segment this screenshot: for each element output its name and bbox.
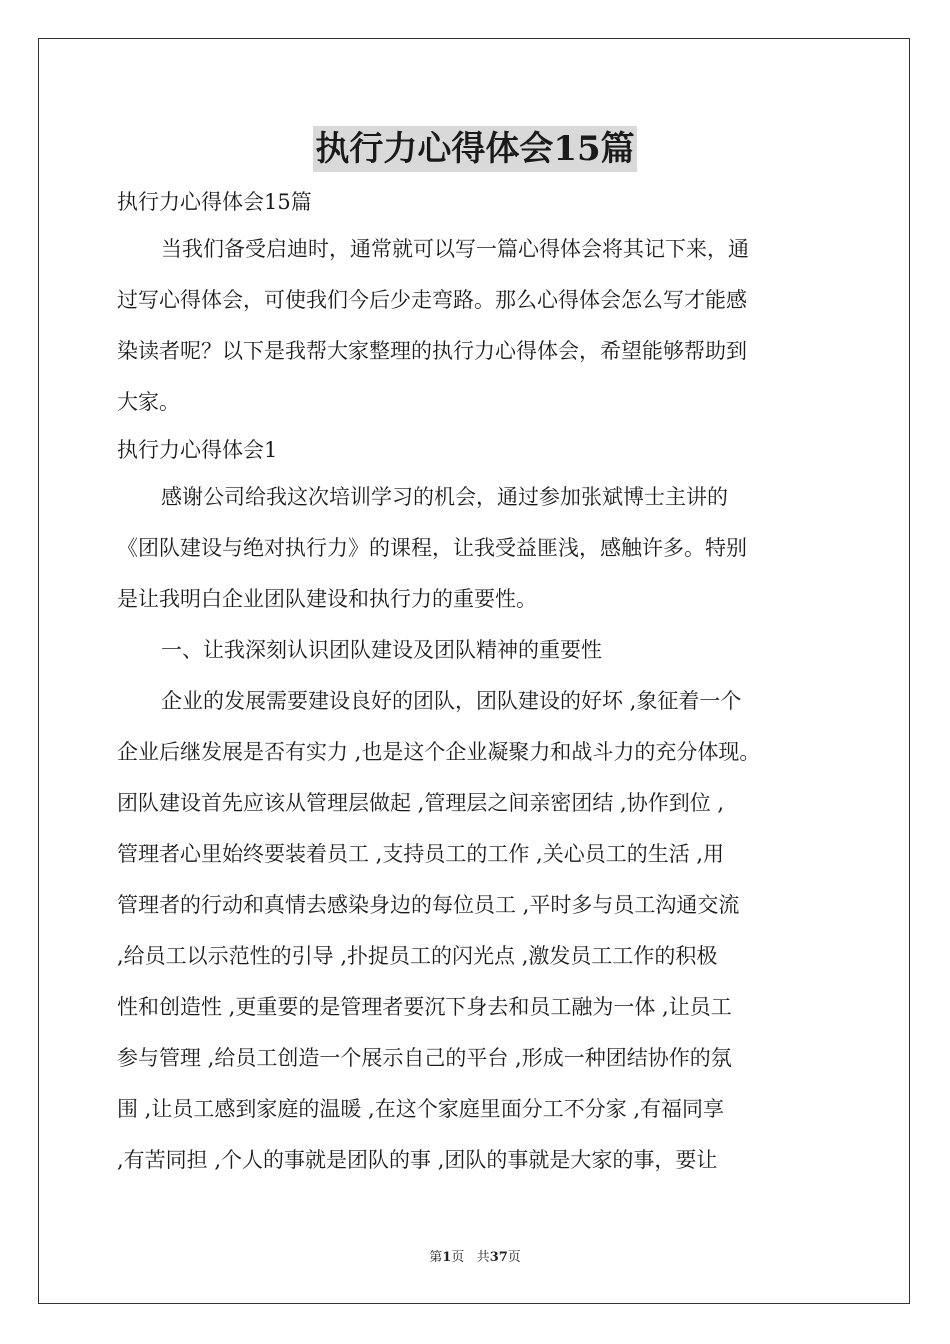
document-title: 执行力心得体会15篇 <box>313 126 636 172</box>
page-footer <box>0 1246 950 1265</box>
text-line: 企业后继发展是否有实力 ,也是这个企业凝聚力和战斗力的充分体现。 <box>117 740 761 764</box>
text-line: 参与管理 ,给员工创造一个展示自己的平台 ,形成一种团结协作的氛 <box>117 1046 732 1070</box>
text-line: 管理者的行动和真情去感染身边的每位员工 ,平时多与员工沟通交流 <box>117 893 740 917</box>
text-line: 一、让我深刻认识团队建设及团队精神的重要性 <box>161 638 602 662</box>
text-line: 染读者呢？以下是我帮大家整理的执行力心得体会，希望能够帮助到 <box>117 339 747 363</box>
document-body <box>117 180 837 1186</box>
page-number: 1 <box>442 1250 452 1265</box>
page-prefix: 第 <box>429 1250 443 1265</box>
total-prefix: 共 <box>476 1250 490 1265</box>
total-suffix: 页 <box>507 1250 521 1265</box>
text-line: 执行力心得体会1 <box>117 438 278 462</box>
text-line: ,给员工以示范性的引导 ,扑捉员工的闪光点 ,激发员工工作的积极 <box>117 944 718 968</box>
text-line: ,有苦同担 ,个人的事就是团队的事 ,团队的事就是大家的事，要让 <box>117 1148 718 1172</box>
text-line: 企业的发展需要建设良好的团队，团队建设的好坏 ,象征着一个 <box>161 689 742 713</box>
text-line: 过写心得体会，可使我们今后少走弯路。那么心得体会怎么写才能感 <box>117 288 747 312</box>
text-line: 当我们备受启迪时，通常就可以写一篇心得体会将其记下来，通 <box>161 237 749 261</box>
text-line: 感谢公司给我这次培训学习的机会，通过参加张斌博士主讲的 <box>161 485 728 509</box>
title-container <box>0 126 950 172</box>
text-line: 围 ,让员工感到家庭的温暖 ,在这个家庭里面分工不分家 ,有福同享 <box>117 1097 725 1121</box>
text-line: 团队建设首先应该从管理层做起 ,管理层之间亲密团结 ,协作到位 , <box>117 791 725 815</box>
page-suffix: 页 <box>451 1250 465 1265</box>
text-line: 执行力心得体会15篇 <box>117 190 312 214</box>
text-line: 性和创造性 ,更重要的是管理者要沉下身去和员工融为一体 ,让员工 <box>117 995 732 1019</box>
text-line: 管理者心里始终要装着员工 ,支持员工的工作 ,关心员工的生活 ,用 <box>117 842 725 866</box>
text-line: 《团队建设与绝对执行力》的课程，让我受益匪浅，感触许多。特别 <box>117 536 747 560</box>
text-line: 大家。 <box>117 390 180 414</box>
text-line: 是让我明白企业团队建设和执行力的重要性。 <box>117 587 537 611</box>
total-pages: 37 <box>489 1250 508 1265</box>
